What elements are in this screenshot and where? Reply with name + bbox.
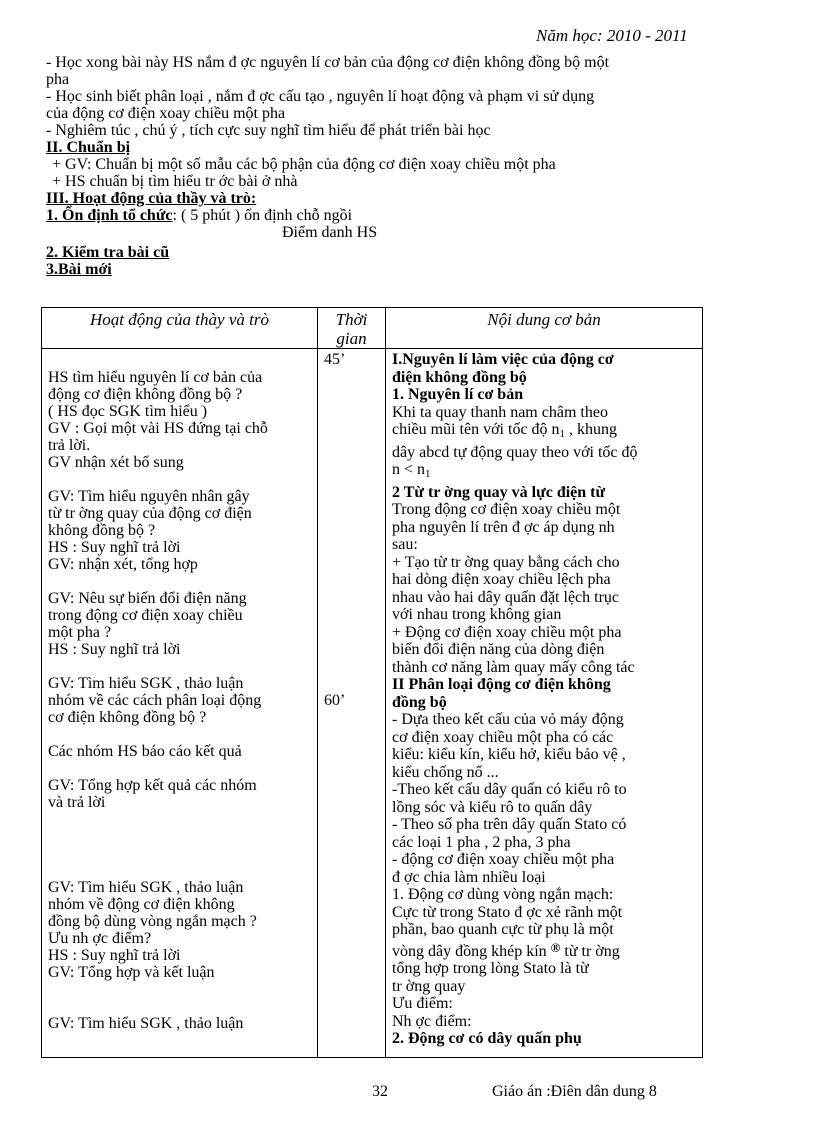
activity-line: GV: nhận xét, tổng hợp <box>48 556 198 573</box>
header-time <box>318 308 386 349</box>
content-line: với nhau trong không gian <box>392 606 562 623</box>
header-time-line: Thời <box>335 310 368 329</box>
header-time-line: gian <box>336 329 367 348</box>
content-line: kiểu: kiểu kín, kiểu hở, kiểu bảo vệ , <box>392 746 626 763</box>
content-cell <box>386 349 703 1058</box>
content-line: -Theo kết cấu dây quấn có kiểu rô to <box>392 781 627 798</box>
content-line: thành cơ năng làm quay mấy công tác <box>392 658 635 676</box>
objective-line: - Học xong bài này HS nắm đ ợc nguyên lí cơ bản của động cơ điện không đồng bộ một <box>46 54 610 71</box>
objective-line: pha <box>46 71 70 88</box>
org-label: 1. Ổn định tổ chức <box>46 207 173 224</box>
org-line <box>46 207 736 224</box>
activity-line: GV nhận xét bổ sung <box>48 454 184 471</box>
activity-line: GV: Tổng hợp kết quả các nhóm <box>48 777 257 794</box>
activity-line: nhóm về động cơ điện không <box>48 896 235 913</box>
content-text: từ tr ờng <box>560 942 620 960</box>
objective-line: của động cơ điện xoay chiều một pha <box>46 105 286 122</box>
content-heading: điện không đồng bộ <box>392 368 527 386</box>
time-cell <box>318 349 386 1058</box>
content-line: - động cơ điện xoay chiều một pha <box>392 851 615 868</box>
footer-doc-title: Giáo án :Điên dân dung 8 <box>492 1083 657 1100</box>
activity-line: HS : Suy nghĩ trả lời <box>48 947 181 964</box>
content-line: biến đổi điện năng của dòng điện <box>392 641 605 658</box>
prep-student-line: + HS chuẩn bị tìm hiểu tr ớc bài ở nhà <box>52 173 298 190</box>
activity-line: Ưu nh ợc điểm? <box>48 930 152 947</box>
activity-line: GV: Tìm hiểu SGK , thảo luận <box>48 675 244 692</box>
content-line: tổng hợp trong lòng Stato là từ <box>392 960 589 977</box>
header-content: Nội dung cơ bản <box>386 308 703 349</box>
content-line: sau: <box>392 536 418 553</box>
content-line: + Tạo từ tr ờng quay bằng cách cho <box>392 553 620 571</box>
subscript: 1 <box>425 468 431 480</box>
content-line: Trong động cơ điện xoay chiều một <box>392 501 621 518</box>
activity-line: GV: Nêu sự biến đổi điện năng <box>48 590 247 607</box>
content-line: Khi ta quay thanh nam châm theo <box>392 403 608 421</box>
objective-line: - Nghiêm túc , chú ý , tích cực suy nghĩ tìm hiểu để phát triển bài học <box>46 122 491 139</box>
org-text: : ( 5 phút ) ổn định chỗ ngồi <box>172 207 353 224</box>
activities-cell <box>42 349 318 1058</box>
content-heading: đồng bộ <box>392 693 447 711</box>
content-heading: II Phân loại động cơ điện không <box>392 676 611 693</box>
activity-line: động cơ điện không đồng bộ ? <box>48 386 243 403</box>
lesson-table <box>41 307 703 1058</box>
content-text: n < n <box>392 461 426 478</box>
section-heading-preparation: II. Chuẩn bị <box>46 139 131 156</box>
page-number: 32 <box>372 1083 388 1100</box>
content-line: - Theo số pha trên dây quấn Stato có <box>392 816 627 833</box>
content-line: Cực từ trong Stato đ ợc xẻ rãnh một <box>392 903 623 921</box>
roll-call-line: Điểm danh HS <box>282 224 378 241</box>
content-line: Nh ợc điểm: <box>392 1012 472 1030</box>
time-value: 45’ <box>324 351 346 368</box>
activity-line: GV: Tìm hiểu nguyên nhân gây <box>48 488 250 505</box>
content-line: cơ điện xoay chiều một pha có các <box>392 728 614 746</box>
content-line <box>392 939 700 961</box>
section-heading-activities: III. Hoạt động của thầy và trò: <box>46 190 257 207</box>
lesson-intro <box>46 54 736 278</box>
activity-line: HS tìm hiểu nguyên lí cơ bản của <box>48 369 263 386</box>
activity-line: một pha ? <box>48 624 112 641</box>
content-line: nhau vào hai dây quấn đặt lệch trục <box>392 588 620 606</box>
content-text: vòng dây đồng khép kín <box>392 942 551 960</box>
content-line: lồng sóc và kiểu rô to quấn dây <box>392 798 593 816</box>
content-line: kiểu chống nổ ... <box>392 763 499 781</box>
activity-line: trả lời. <box>48 437 91 454</box>
school-year-header: Năm học: 2010 - 2011 <box>536 26 688 45</box>
content-line: phần, bao quanh cực từ phụ là một <box>392 921 614 938</box>
activity-line: Các nhóm HS báo cáo kết quả <box>48 743 242 760</box>
time-value: 60’ <box>324 692 346 709</box>
subscript: 1 <box>559 428 566 440</box>
activity-line: HS : Suy nghĩ trả lời <box>48 641 181 658</box>
activity-line: GV: Tổng hợp và kết luận <box>48 964 215 981</box>
content-line: các loại 1 pha , 2 pha, 3 pha <box>392 833 571 851</box>
content-line: 1. Động cơ dùng vòng ngắn mạch: <box>392 886 614 903</box>
content-text: chiều mũi tên với tốc độ n <box>392 421 560 438</box>
activity-line: đồng bộ dùng vòng ngắn mạch ? <box>48 913 257 930</box>
content-subheading: 2 Từ tr ờng quay và lực điện từ <box>392 483 606 501</box>
prep-teacher-line: + GV: Chuẩn bị một số mẫu các bộ phận của động cơ điện xoay chiều một pha <box>52 156 556 173</box>
content-line: dây abcd tự động quay theo với tốc độ <box>392 443 638 461</box>
activity-line: nhóm về các cách phân loại động <box>48 692 262 709</box>
section-heading-check-old: 2. Kiểm tra bài cũ <box>46 244 170 261</box>
header-activity: Hoạt động của thày và trò <box>42 308 318 349</box>
content-text: , khung <box>565 421 618 438</box>
activity-line: GV: Tìm hiểu SGK , thảo luận <box>48 879 244 896</box>
content-heading: I.Nguyên lí làm việc của động cơ <box>392 351 614 368</box>
activity-line: GV: Tìm hiểu SGK , thảo luận <box>48 1015 244 1032</box>
arrow-symbol-icon: ® <box>550 939 561 955</box>
activity-line: HS : Suy nghĩ trả lời <box>48 539 181 556</box>
content-line: + Động cơ điện xoay chiều một pha <box>392 623 622 641</box>
activity-line: ( HS đọc SGK tìm hiểu ) <box>48 403 208 420</box>
activity-line: trong động cơ điện xoay chiều <box>48 607 243 624</box>
content-line: Ưu điểm: <box>392 995 453 1012</box>
content-line: - Dựa theo kết cấu của vỏ máy động <box>392 711 624 728</box>
content-line: đ ợc chia làm nhiều loại <box>392 868 546 886</box>
activity-line: từ tr ờng quay của động cơ điện <box>48 505 252 522</box>
content-subheading: 2. Động cơ có dây quấn phụ <box>392 1030 582 1047</box>
objective-line: - Học sinh biết phân loại , nắm đ ợc cấu tạo , nguyên lí hoạt động và phạm vi sử dụng <box>46 88 595 105</box>
section-heading-new-lesson: 3.Bài mới <box>46 261 112 278</box>
content-line <box>392 421 700 444</box>
content-line: tr ờng quay <box>392 977 466 995</box>
content-line: pha nguyên lí trên đ ợc áp dụng nh <box>392 518 615 536</box>
activity-line: GV : Gọi một vài HS đứng tại chỗ <box>48 420 268 437</box>
activity-line: và trả lời <box>48 794 106 811</box>
activity-line: không đồng bộ ? <box>48 522 156 539</box>
content-subheading: 1. Nguyên lí cơ bản <box>392 386 524 403</box>
content-line <box>392 461 700 484</box>
content-line: hai dòng điện xoay chiều lệch pha <box>392 571 611 588</box>
activity-line: cơ điện không đồng bộ ? <box>48 709 207 726</box>
